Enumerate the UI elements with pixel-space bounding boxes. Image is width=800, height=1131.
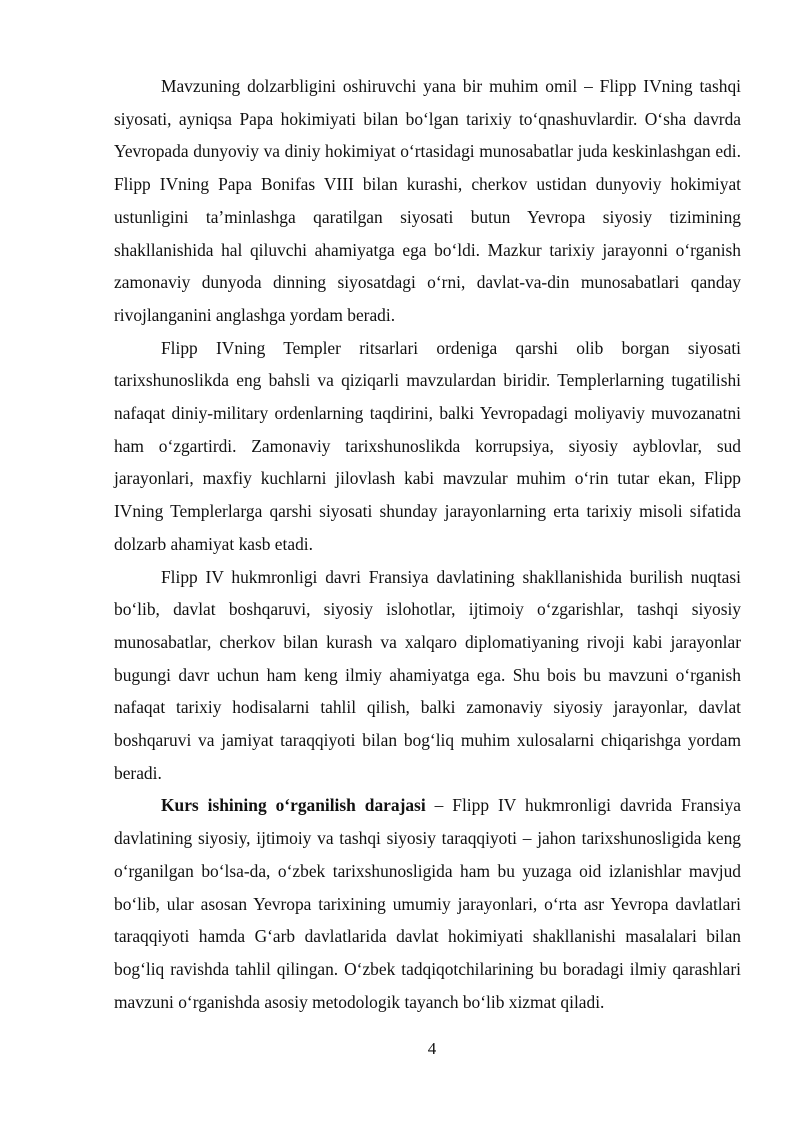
paragraph-study-level-text: – Flipp IV hukmronligi davrida Fransiya davlatining siyosiy, ijtimoiy va tashqi siyosiy taraqqiyoti – jahon tarixshunosligida keng oʻrganilgan boʻlsa-da, oʻzbek tarixshunosligida ham bu yuzaga oid izlanishlar mavjud boʻlib, ular asosan Yevropa tarixining umumiy jarayonlari, oʻrta asr Yevropa davlatlari taraqqiyoti hamda Gʻarb davlatlarida davlat hokimiyati shakllanishi masalalari bilan bogʻliq ravishda tahlil qilingan. Oʻzbek tadqiqotchilarining bu boradagi ilmiy qarashlari mavzuni oʻrganishda asosiy metodologik tayanch boʻlib xizmat qiladi. xyxy=(114,795,741,1012)
page-number: 4 xyxy=(427,1039,437,1058)
paragraph-reign-significance: Flipp IV hukmronligi davri Fransiya davlatining shakllanishida burilish nuqtasi boʻlib, davlat boshqaruvi, siyosiy islohotlar, ijtimoiy oʻzgarishlar, tashqi siyosiy munosabatlar, cherkov bilan kurash va xalqaro diplomatiyaning rivoji kabi jarayonlar bugungi davr uchun ham keng ilmiy ahamiyatga ega. Shu bois bu mavzuni oʻrganish nafaqat tarixiy hodisalarni tahlil qilish, balki zamonaviy siyosiy jarayonlar, davlat boshqaruvi va jamiyat taraqqiyoti bilan bogʻliq muhim xulosalarni chiqarishga yordam beradi. xyxy=(114,566,741,783)
paragraph-papacy-relations: Mavzuning dolzarbligini oshiruvchi yana bir muhim omil – Flipp IVning tashqi siyosati, ayniqsa Papa hokimiyati bilan boʻlgan tarixiy toʻqnashuvlardir. Oʻsha davrda Yevropada dunyoviy va diniy hokimiyat oʻrtasidagi munosabatlar juda keskinlashgan edi. Flipp IVning Papa Bonifas VIII bilan kurashi, cherkov ustidan dunyoviy hokimiyat ustunligini taʼminlashga qaratilgan siyosati butun Yevropa siyosiy tizimining shakllanishida hal qiluvchi ahamiyatga ega boʻldi. Mazkur tarixiy jarayonni oʻrganish zamonaviy dunyoda dinning siyosatdagi oʻrni, davlat-va-din munosabatlari qanday rivojlanganini anglashga yordam beradi. xyxy=(114,76,741,325)
paragraph-templar-policy: Flipp IVning Templer ritsarlari ordeniga qarshi olib borgan siyosati tarixshunoslikda eng bahsli va qiziqarli mavzulardan biridir. Templerlarning tugatilishi nafaqat diniy-military ordenlarning taqdirini, balki Yevropadagi moliyaviy muvozanatni ham oʻzgartirdi. Zamonaviy tarixshunoslikda korrupsiya, siyosiy ayblovlar, sud jarayonlari, maxfiy kuchlarni jilovlash kabi mavzular muhim oʻrin tutar ekan, Flipp IVning Templerlarga qarshi siyosati shunday jarayonlarning erta tarixiy misoli sifatida dolzarb ahamiyat kasb etadi. xyxy=(114,337,741,554)
document-page xyxy=(114,70,741,1018)
section-heading-study-level: Kurs ishining oʻrganilish darajasi xyxy=(161,795,426,816)
paragraph-study-level xyxy=(114,789,741,1018)
